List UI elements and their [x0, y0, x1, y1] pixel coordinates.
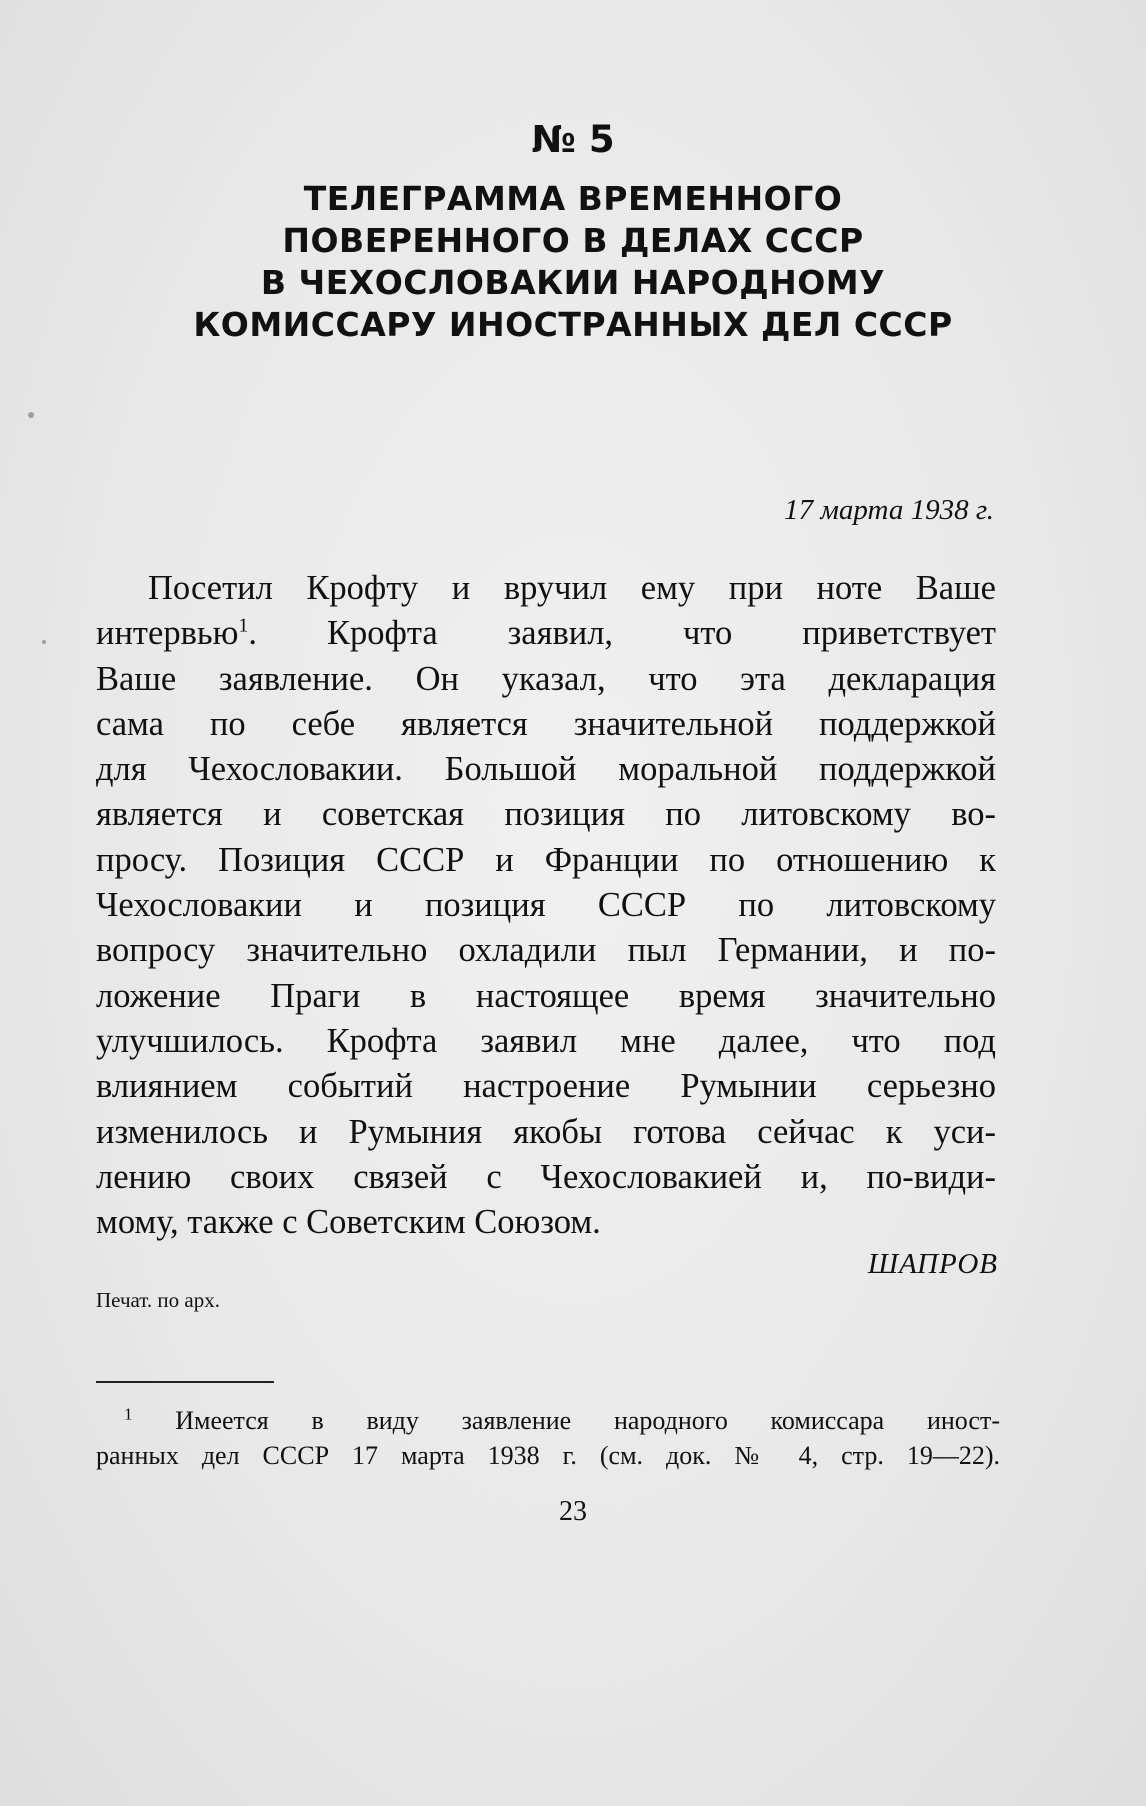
body-line: влиянием событий настроение Румынии серьезно — [96, 1067, 996, 1106]
body-line: является и советская позиция по литовскому во- — [96, 795, 996, 834]
page-number: 23 — [559, 1496, 587, 1527]
footnote-line — [96, 1403, 1000, 1438]
scan-speck — [42, 640, 46, 644]
body-line: мому, также с Советским Союзом. — [96, 1203, 601, 1242]
footnote — [96, 1403, 1000, 1473]
body-line: лению своих связей с Чехословакией и, по-види- — [96, 1157, 996, 1196]
body-line: Ваше заявление. Он указал, что эта декларация — [96, 659, 996, 698]
source-note: Печат. по арх. — [96, 1288, 220, 1312]
body-line: для Чехословакии. Большой моральной поддержкой — [96, 750, 996, 789]
body-text-fragment: . Крофта заявил, что приветствует — [248, 614, 996, 653]
body-text-fragment: интервью — [96, 614, 239, 653]
document-date: 17 марта 1938 г. — [784, 494, 994, 526]
scan-speck — [28, 412, 34, 418]
body-line: изменилось и Румыния якобы готова сейчас к уси- — [96, 1112, 996, 1151]
document-title — [0, 178, 1146, 346]
document-number: № 5 — [531, 118, 615, 161]
title-line: КОМИССАРУ ИНОСТРАННЫХ ДЕЛ СССР — [193, 305, 953, 344]
footnote-line: ранных дел СССР 17 марта 1938 г. (см. док. № 4, стр. 19—22). — [96, 1441, 1000, 1470]
footnote-number: 1 — [124, 1404, 133, 1424]
title-line: В ЧЕХОСЛОВАКИИ НАРОДНОМУ — [260, 263, 886, 302]
title-line: ТЕЛЕГРАММА ВРЕМЕННОГО — [303, 179, 843, 218]
body-line: улучшилось. Крофта заявил мне далее, что под — [96, 1021, 996, 1060]
footnote-reference: 1 — [238, 614, 249, 637]
footnote-text: Имеется в виду заявление народного комиссара иност- — [132, 1406, 1000, 1435]
body-line: сама по себе является значительной поддержкой — [96, 704, 996, 743]
body-line: вопросу значительно охладили пыл Германии, и по- — [96, 931, 996, 970]
telegram-body — [96, 566, 996, 1245]
footnote-divider — [96, 1381, 274, 1383]
signature: ШАПРОВ — [867, 1248, 998, 1280]
body-line: Посетил Крофту и вручил ему при ноте Ваше — [148, 569, 996, 607]
body-line: просу. Позиция СССР и Франции по отношению к — [96, 840, 996, 879]
body-line: ложение Праги в настоящее время значительно — [96, 976, 996, 1015]
body-line-with-footnote — [96, 611, 996, 656]
title-line: ПОВЕРЕННОГО В ДЕЛАХ СССР — [282, 221, 864, 260]
body-line: Чехословакии и позиция СССР по литовскому — [96, 886, 996, 925]
